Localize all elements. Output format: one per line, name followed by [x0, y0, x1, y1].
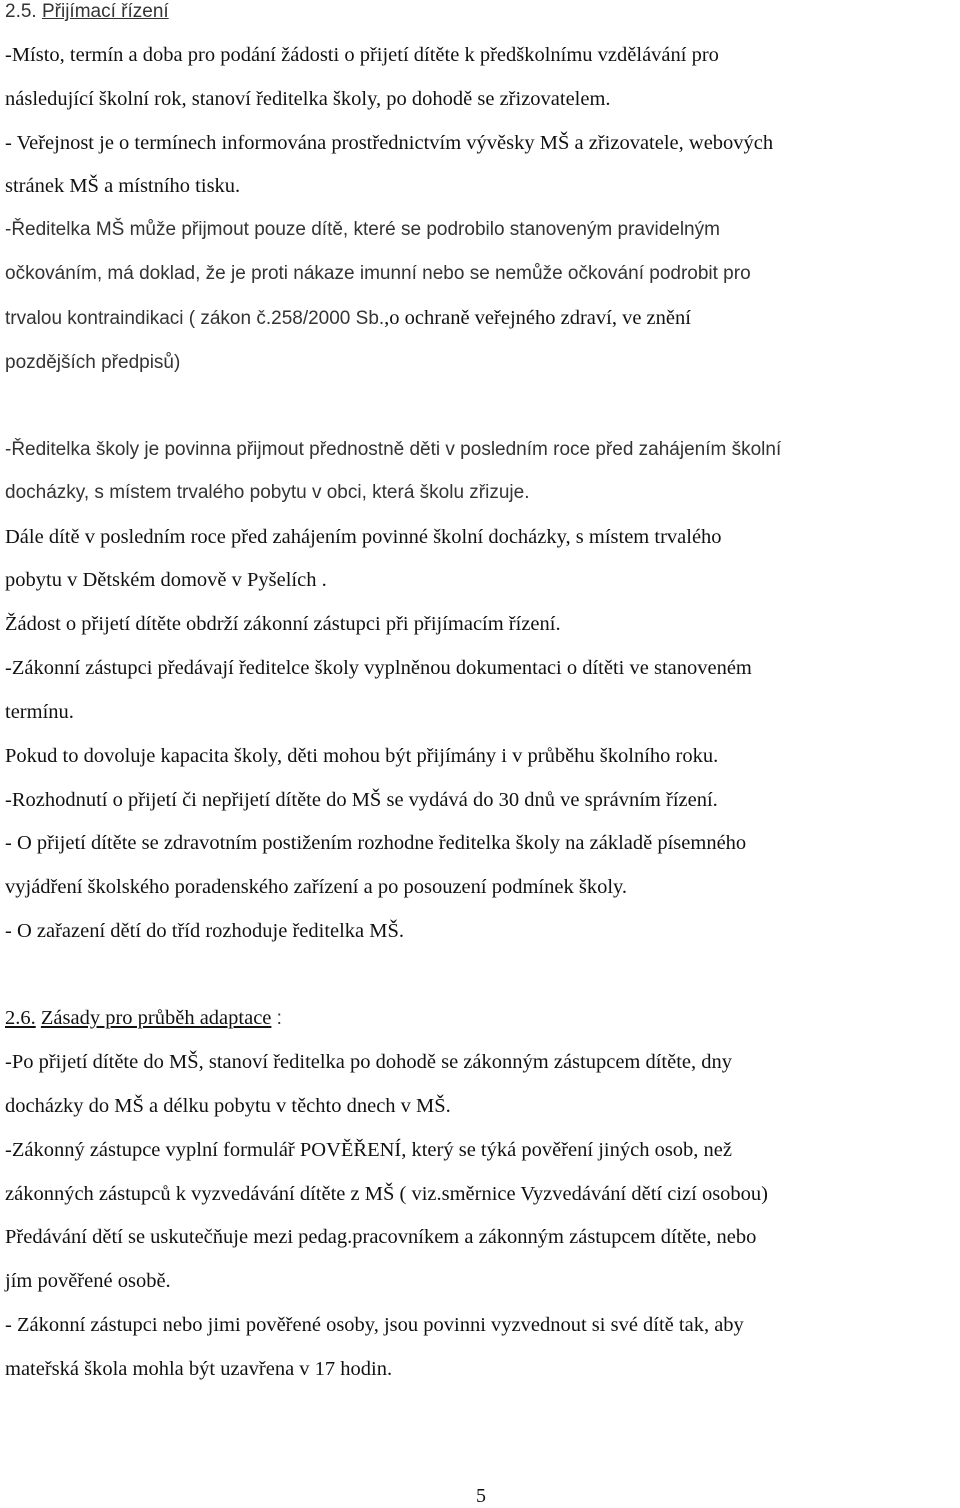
paragraph-line: -Po přijetí dítěte do MŠ, stanoví ředitelka po dohodě se zákonným zástupcem dítěte, dny [5, 1051, 733, 1073]
paragraph-line: termínu. [5, 701, 74, 723]
paragraph-line: následující školní rok, stanoví ředitelka školy, po dohodě se zřizovatelem. [5, 88, 611, 110]
paragraph-line: docházky, s místem trvalého pobytu v obci, která školu zřizuje. [5, 482, 530, 503]
section-2-6-colon: : [271, 1008, 282, 1029]
paragraph-line: Pokud to dovoluje kapacita školy, děti mohou být přijímány i v průběhu školního roku. [5, 745, 719, 767]
section-2-6-heading [5, 1006, 282, 1031]
paragraph-line: Žádost o přijetí dítěte obdrží zákonní zástupci při přijímacím řízení. [5, 613, 561, 635]
paragraph-line: - Zákonní zástupci nebo jimi pověřené osoby, jsou povinni vyzvednout si své dítě tak, aby [5, 1314, 744, 1336]
paragraph-line: - Veřejnost je o termínech informována prostřednictvím vývěsky MŠ a zřizovatele, webových [5, 132, 774, 154]
section-2-6-number: 2.6. [5, 1007, 36, 1029]
section-2-5-number: 2.5. [5, 1, 37, 22]
orphanage-text: pobytu v Dětském domově v Pyšelích [5, 569, 317, 591]
section-2-5-title: Přijímací řízení [41, 1, 169, 22]
paragraph-line: - O zařazení dětí do tříd rozhoduje ředitelka MŠ. [5, 920, 405, 942]
paragraph-line: - O přijetí dítěte se zdravotním postižením rozhodne ředitelka školy na základě písemného [5, 832, 747, 854]
paragraph-line: Předávání dětí se uskutečňuje mezi pedag.pracovníkem a zákonným zástupcem dítěte, nebo [5, 1226, 757, 1248]
paragraph-line: -Místo, termín a doba pro podání žádosti o přijetí dítěte k předškolnímu vzdělávání pro [5, 44, 719, 66]
paragraph-line: Dále dítě v posledním roce před zahájením povinné školní docházky, s místem trvalého [5, 526, 722, 548]
law-title: ,o ochraně veřejného zdraví, ve znění [384, 307, 691, 329]
paragraph-line: mateřská škola mohla být uzavřena v 17 hodin. [5, 1358, 393, 1380]
paragraph-line: -Ředitelka školy je povinna přijmout přednostně děti v posledním roce před zahájením školní [5, 439, 782, 460]
paragraph-line: zákonných zástupců k vyzvedávání dítěte z MŠ ( viz.směrnice Vyzvedávání dětí cizí osobou) [5, 1183, 768, 1205]
paragraph-line: vyjádření školského poradenského zařízení a po posouzení podmínek školy. [5, 876, 628, 898]
paragraph-line-mixed [5, 568, 327, 592]
paragraph-line: pozdějších předpisů) [5, 352, 181, 373]
paragraph-line-mixed [5, 306, 691, 331]
paragraph-line: stránek MŠ a místního tisku. [5, 175, 241, 197]
paragraph-line: očkováním, má doklad, že je proti nákaze imunní nebo se nemůže očkování podrobit pro [5, 263, 751, 284]
paragraph-line: jím pověřené osobě. [5, 1270, 171, 1292]
page-number: 5 [476, 1485, 486, 1507]
orphanage-period: . [316, 569, 327, 591]
paragraph-line: -Ředitelka MŠ může přijmout pouze dítě, které se podrobilo stanoveným pravidelným [5, 219, 720, 240]
section-2-5-heading [5, 0, 169, 24]
paragraph-line: -Zákonní zástupci předávají ředitelce školy vyplněnou dokumentaci o dítěti ve stanoveném [5, 657, 752, 679]
law-reference: trvalou kontraindikaci ( zákon č.258/2000 Sb. [5, 308, 385, 329]
section-2-6-title: Zásady pro průběh adaptace [40, 1007, 272, 1029]
paragraph-line: -Rozhodnutí o přijetí či nepřijetí dítěte do MŠ se vydává do 30 dnů ve správním řízení. [5, 789, 718, 811]
paragraph-line: -Zákonný zástupce vyplní formulář POVĚŘENÍ, který se týká pověření jiných osob, než [5, 1139, 732, 1161]
paragraph-line: docházky do MŠ a délku pobytu v těchto dnech v MŠ. [5, 1095, 451, 1117]
